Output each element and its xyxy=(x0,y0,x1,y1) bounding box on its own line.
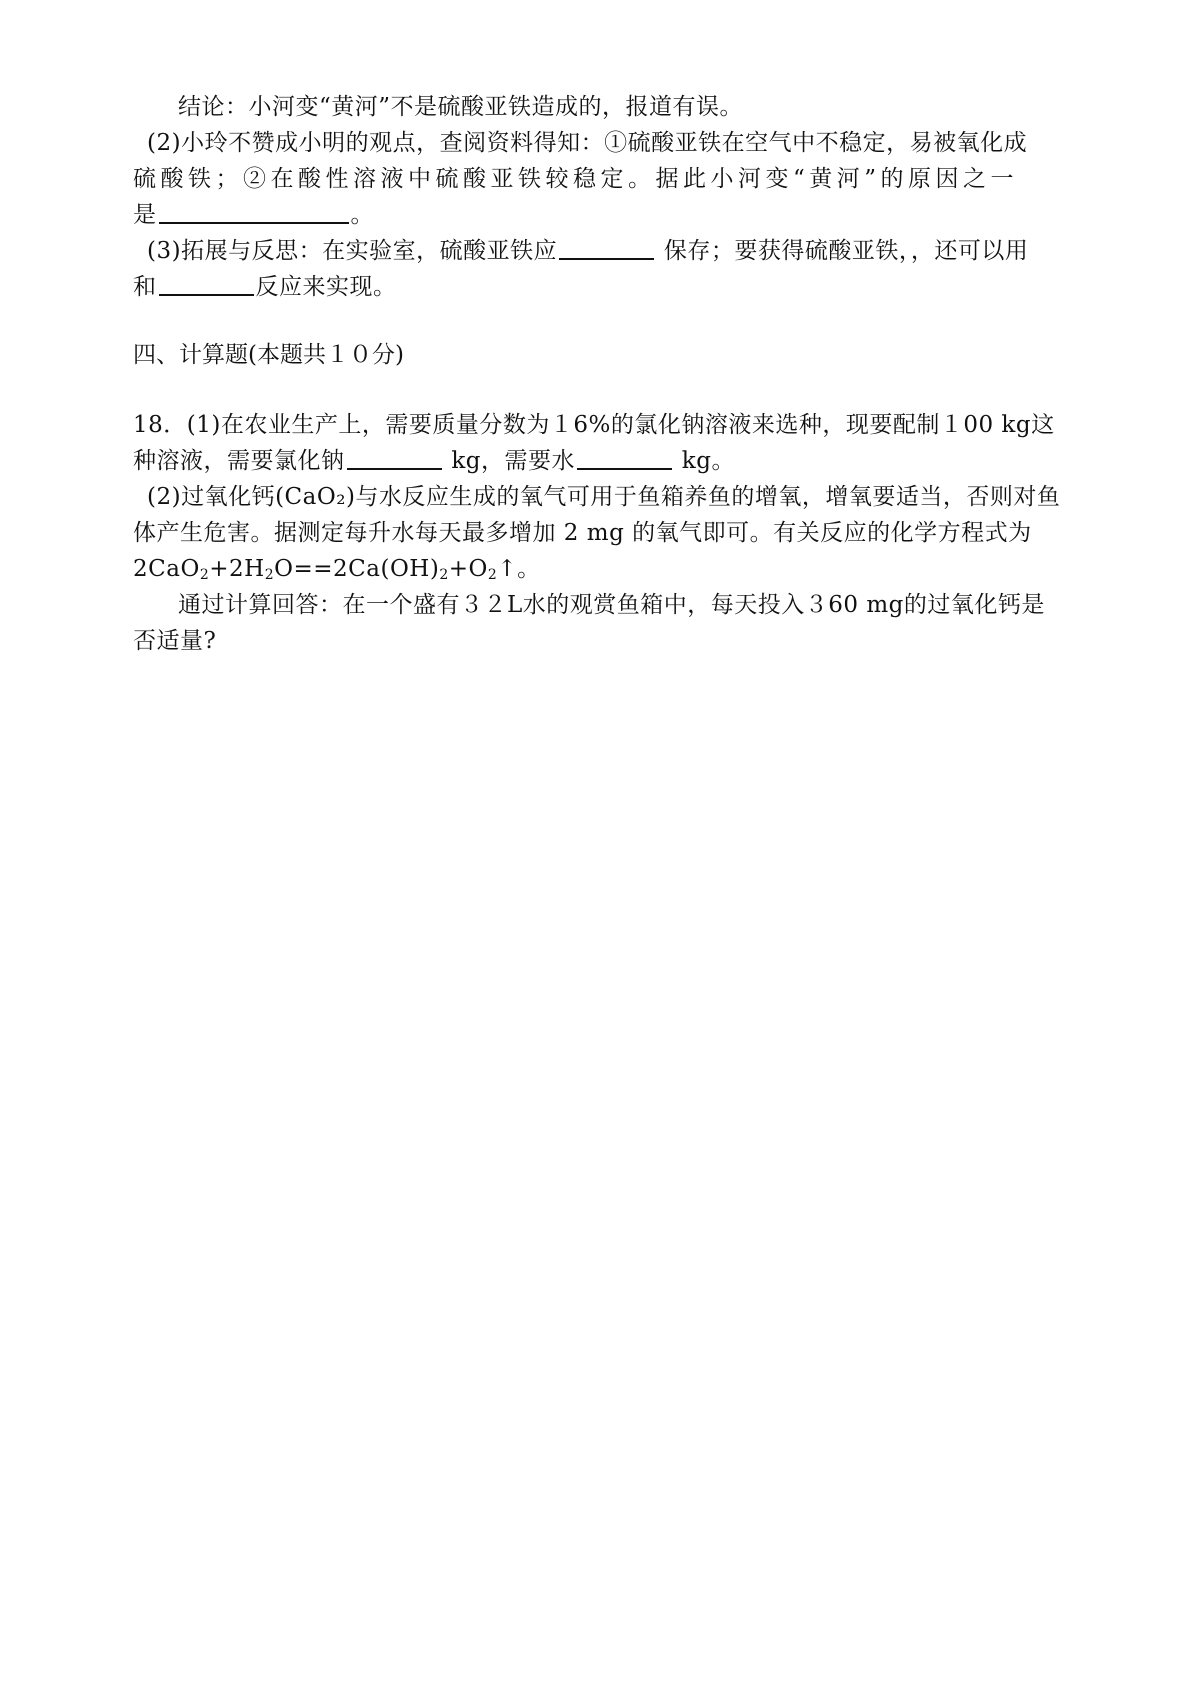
conclusion-text: 结论：小河变“黄河”不是硫酸亚铁造成的，报道有误。 xyxy=(178,94,744,120)
question-3-line-1 xyxy=(147,236,1092,266)
question-2-line-3-suffix: 。 xyxy=(350,202,374,228)
question-2-line-3-prefix: 是 xyxy=(133,202,157,228)
equation-sub-3: 2 xyxy=(439,567,449,583)
question-18-text-a: 种溶液，需要氯化钠 xyxy=(133,448,345,474)
equation-part-1: 2CaO xyxy=(133,556,200,582)
equation-sub-2: 2 xyxy=(264,567,275,583)
answer-blank-water-mass[interactable] xyxy=(577,446,672,470)
question-18-part-1-line-2 xyxy=(133,446,1078,476)
question-18-text-b: kg，需要水 xyxy=(451,448,575,474)
question-18-part-2-line-2: 体产生危害。据测定每升水每天最多增加 2 mg 的氧气即可。有关反应的化学方程式为 xyxy=(133,520,1032,546)
equation-part-2: +2H xyxy=(209,556,265,582)
answer-blank-storage[interactable] xyxy=(559,236,654,260)
question-3-line-2 xyxy=(133,272,1078,302)
chemical-equation xyxy=(133,554,1078,584)
question-3-text-b: 保存；要获得硫酸亚铁，，还可以用 xyxy=(663,238,1029,264)
question-3-text-a: (3)拓展与反思：在实验室，硫酸亚铁应 xyxy=(147,238,558,264)
question-2-line-2: 硫酸铁；②在酸性溶液中硫酸亚铁较稳定。据此小河变“黄河”的原因之一 xyxy=(133,166,1019,192)
question-18-text-c: kg。 xyxy=(681,448,735,474)
question-18-part-3-line-2: 否适量? xyxy=(133,628,217,654)
section-4-title: 四、计算题(本题共１０分) xyxy=(133,342,404,368)
equation-sub-4: 2 xyxy=(487,567,498,583)
question-3-text-d: 反应来实现。 xyxy=(255,274,397,300)
question-2-line-1: (2)小玲不赞成小明的观点，查阅资料得知：①硫酸亚铁在空气中不稳定，易被氧化成 xyxy=(147,130,1028,156)
question-18-part-1-line-1: 18．(1)在农业生产上，需要质量分数为１6%的氯化钠溶液来选种，现要配制１00 kg这 xyxy=(133,412,1055,438)
question-2-line-3 xyxy=(133,200,1078,230)
question-3-text-c: 和 xyxy=(133,274,157,300)
answer-blank-reason[interactable] xyxy=(159,200,349,224)
equation-part-5: ↑。 xyxy=(497,556,541,582)
question-18-part-3-line-1: 通过计算回答：在一个盛有３２L水的观赏鱼箱中，每天投入３60 mg的过氧化钙是 xyxy=(178,592,1045,618)
answer-blank-salt-mass[interactable] xyxy=(347,446,442,470)
equation-part-4: +O xyxy=(448,556,488,582)
equation-part-3: O==2Ca(OH) xyxy=(274,556,440,582)
question-18-part-2-line-1: (2)过氧化钙(CaO₂)与水反应生成的氧气可用于鱼箱养鱼的增氧，增氧要适当，否则对鱼 xyxy=(147,484,1061,510)
answer-blank-reactant[interactable] xyxy=(159,272,254,296)
equation-sub-1: 2 xyxy=(199,567,210,583)
